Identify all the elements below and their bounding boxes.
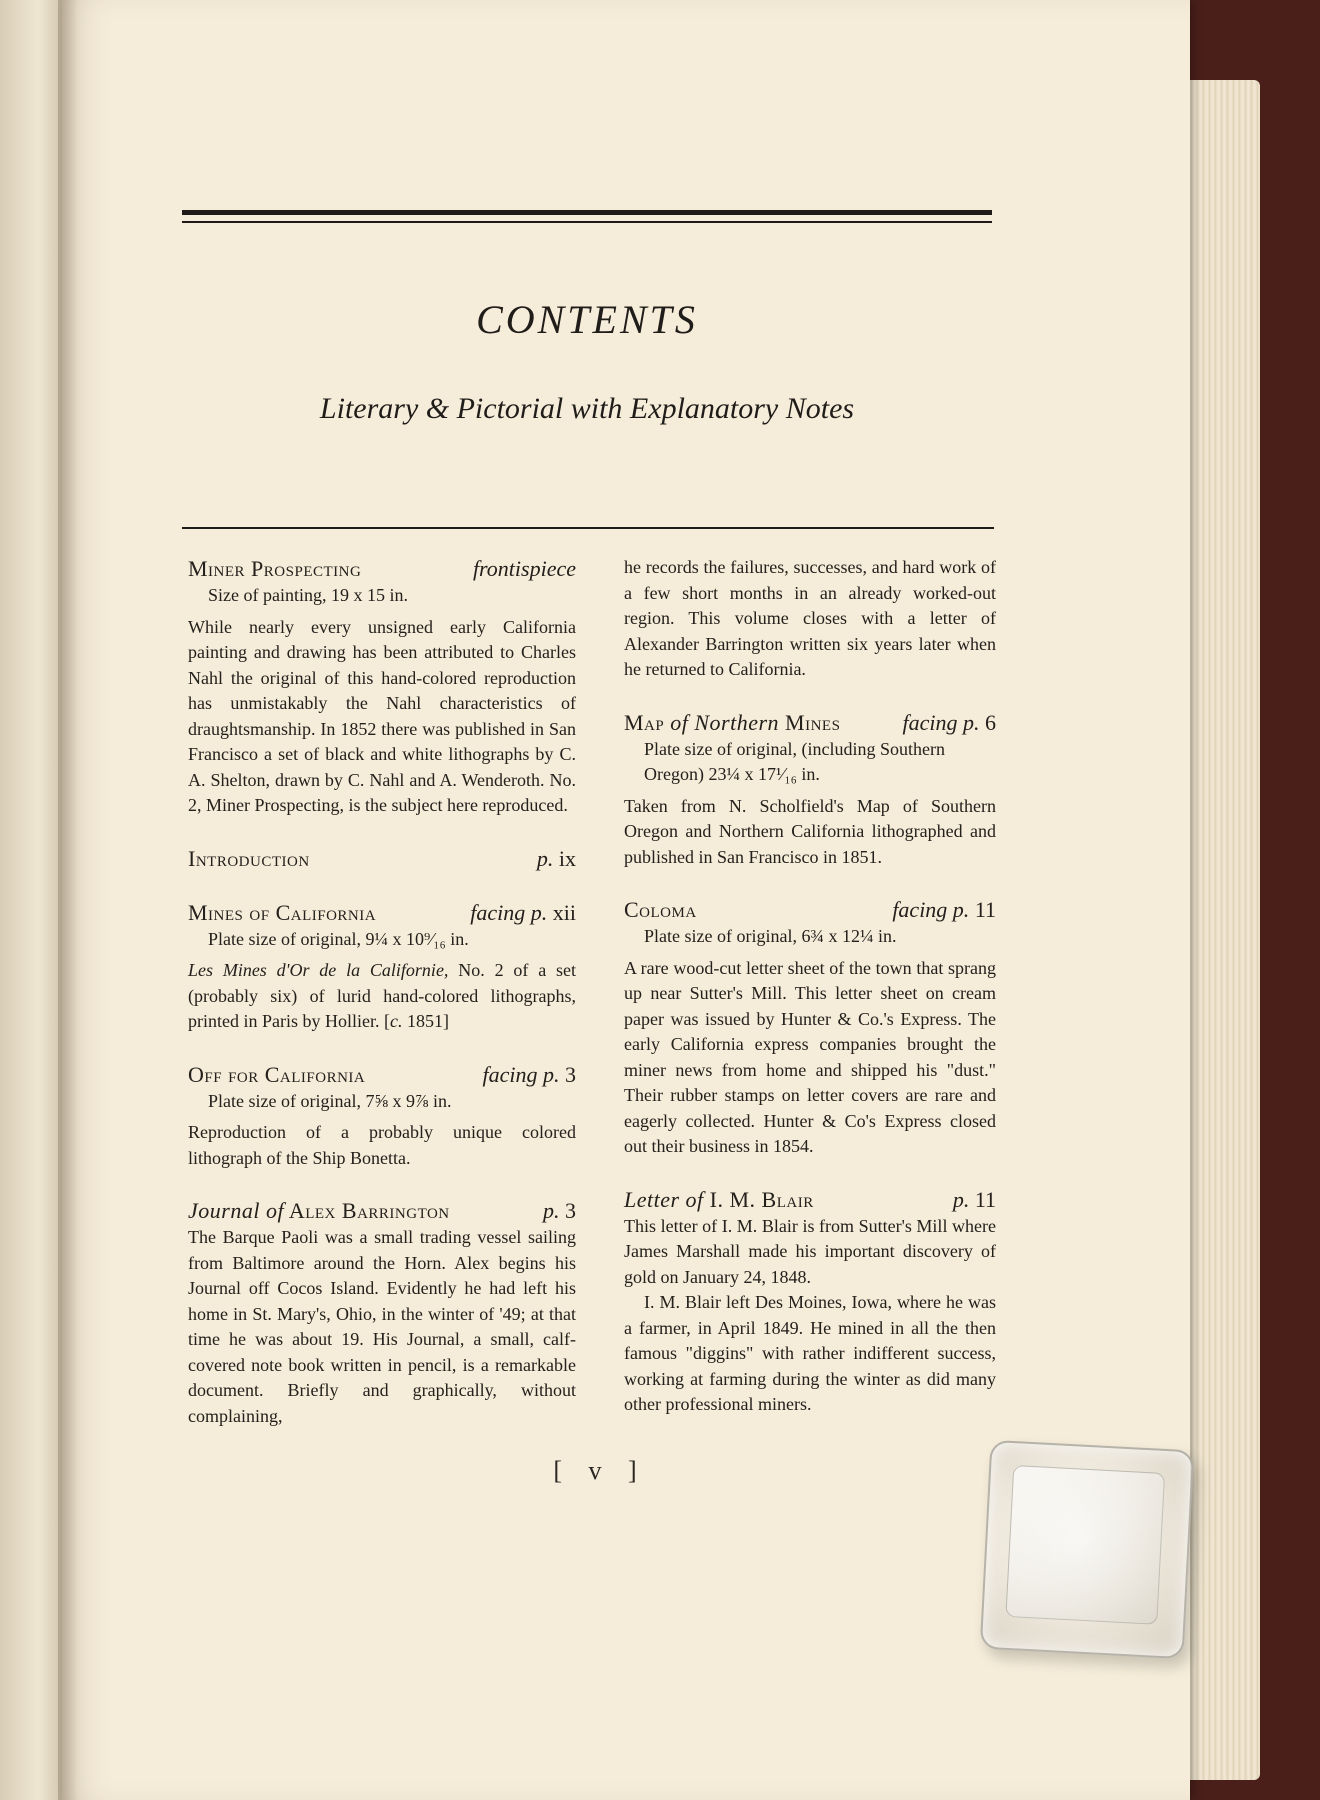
- top-rule-thick: [182, 210, 992, 215]
- entry-description: Reproduction of a probably unique colored lithograph of the Ship Bonetta.: [188, 1122, 576, 1168]
- left-column: [188, 555, 576, 1429]
- entry-letter-im-blair: [624, 1186, 996, 1418]
- entry-location: p. 11: [952, 1186, 996, 1212]
- entry-coloma: [624, 896, 996, 1160]
- entry-miner-prospecting: [188, 555, 576, 819]
- entry-location: facing p. xii: [470, 899, 576, 925]
- journal-continuation: he records the failures, successes, and hard work of a few short months in an already worked-out region. This volume closes with a letter of Alexander Barrington written six years later when he returned to California.: [624, 557, 996, 679]
- middle-rule: [182, 527, 994, 529]
- entry-location: facing p. 11: [892, 897, 996, 922]
- entry-title: Introduction: [188, 845, 310, 871]
- right-column: [624, 555, 996, 1418]
- entry-location: frontispiece: [472, 556, 576, 581]
- entry-description: A rare wood-cut letter sheet of the town that sprang up near Sutter's Mill. This letter sheet on cream paper was issued by Hunter & Co.'s Express. The early California express companies brought the miner news from home and shipped his "dust." Their rubber stamps on letter covers are rare and eagerly collected. Hunter & Co's Express closed out their business in 1854.: [624, 957, 996, 1156]
- entry-description: The Barque Paoli was a small trading vessel sailing from Baltimore around the Horn. Alex begins his Journal off Cocos Island. Evidently he had left his home in St. Mary's, Ohio, in the winter of '49; at that time he was about 19. His Journal, a small, calf-covered note book written in pencil, is a remarkable document. Briefly and graphically, without complaining,: [188, 1227, 576, 1426]
- entry-location: facing p. 6: [902, 709, 996, 735]
- page-subtitle: Literary & Pictorial with Explanatory Notes: [319, 392, 855, 425]
- entry-introduction: [188, 845, 576, 873]
- entry-location: p. 3: [543, 1198, 576, 1223]
- entry-location: p. ix: [536, 845, 576, 871]
- top-rule-thin: [182, 221, 992, 223]
- entry-mines-of-california: [188, 899, 576, 1035]
- entry-off-for-california: [188, 1061, 576, 1172]
- entry-description: While nearly every unsigned early California painting and drawing has been attributed to Charles Nahl the original of this hand-colored reproduction has unmistakably the Nahl characteristics of draughtsmanship. In 1852 there was published in San Francisco a set of black and white lithographs by C. A. Shelton, drawn by C. Nahl and A. Wenderoth. No. 2, Miner Prospecting, is the subject here reproduced.: [188, 616, 576, 815]
- entry-description-continued: I. M. Blair left Des Moines, Iowa, where he was a farmer, in April 1849. He mined in all the then famous "diggins" with rather indifferent success, working at farming during the winter as did many other professional miners.: [624, 1292, 996, 1414]
- entry-plate-size: Plate size of original, 6¾ x 12¼ in.: [644, 926, 897, 946]
- entry-title: Coloma: [624, 897, 697, 922]
- entry-title: Miner Prospecting: [188, 556, 362, 581]
- entry-journal-alex-barrington: [188, 1197, 576, 1429]
- page-number: [ v ]: [553, 1456, 647, 1485]
- entry-description: Taken from N. Scholfield's Map of Southern Oregon and Northern California lithographed and published in San Francisco in 1851.: [624, 795, 996, 867]
- entry-title: Map of Northern Mines: [624, 709, 841, 735]
- entry-plate-size: Plate size of original, 7⅝ x 9⅞ in.: [208, 1090, 452, 1111]
- entry-location: facing p. 3: [482, 1061, 576, 1087]
- entry-map-northern-mines: [624, 709, 996, 871]
- entry-plate-size: Plate size of original, 9¼ x 10⁹⁄₁₆ in.: [208, 928, 469, 949]
- entry-title: Mines of California: [188, 899, 377, 925]
- page-title: CONTENTS: [476, 297, 698, 342]
- entry-title: Off for California: [188, 1061, 366, 1087]
- entry-title: Journal of Alex Barrington: [188, 1198, 450, 1223]
- entry-description: This letter of I. M. Blair is from Sutter's Mill where James Marshall made his important discovery of gold on January 24, 1848.: [624, 1215, 996, 1287]
- entry-plate-size: Plate size of original, (including Southern Oregon) 23¼ x 17¹⁄₁₆ in.: [644, 738, 945, 784]
- glass-paperweight: [980, 1440, 1195, 1659]
- entry-description: Les Mines d'Or de la Californie, No. 2 of a set (probably six) of lurid hand-colored lithographs, printed in Paris by Hollier. [c. 1851]: [188, 960, 577, 1031]
- book-gutter: [58, 0, 78, 1800]
- entry-plate-size: Size of painting, 19 x 15 in.: [208, 585, 408, 605]
- entry-title: Letter of I. M. Blair: [624, 1186, 814, 1212]
